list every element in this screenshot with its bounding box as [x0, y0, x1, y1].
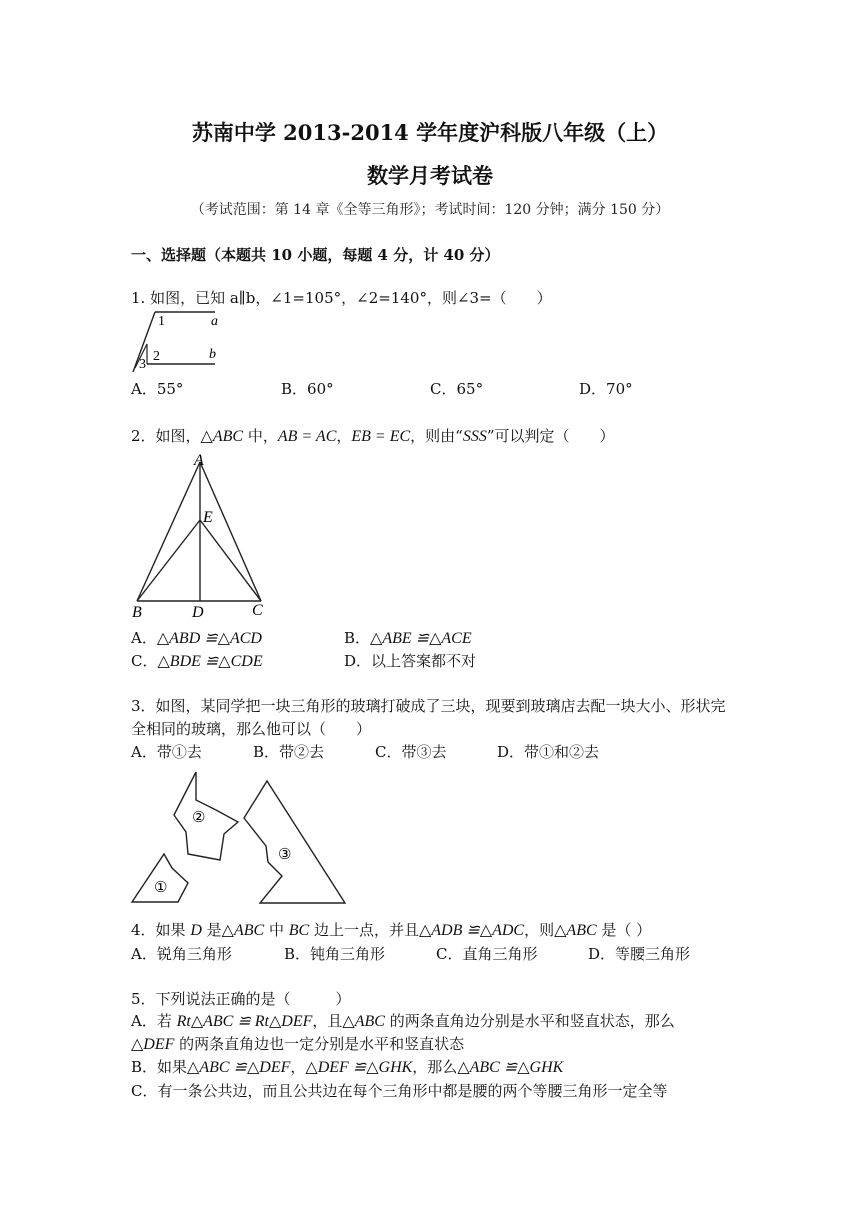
vertex-a-label: A — [194, 452, 204, 469]
question-3-line-1: 3．如图，某同学把一块三角形的玻璃打破成了三块，现要到玻璃店去配一块大小、形状完 — [131, 697, 726, 715]
q3-option-d: D．带①和②去 — [497, 743, 600, 761]
q2-option-c: C．△BDE ≌△CDE — [131, 652, 263, 670]
question-2-figure — [128, 448, 278, 623]
q3-option-c: C．带③去 — [375, 743, 447, 761]
q3-option-a: A．带①去 — [131, 743, 202, 761]
question-4-stem: 4．如果 D 是△ABC 中 BC 边上一点，并且△ADB ≌△ADC，则△ABC 是（ ） — [131, 921, 652, 939]
q5-option-a-line-2: △DEF 的两条直角边也一定分别是水平和竖直状态 — [131, 1035, 465, 1053]
q4-option-d: D．等腰三角形 — [588, 945, 691, 963]
q1-option-c: C．65° — [430, 380, 484, 398]
q1-option-b: B．60° — [281, 380, 334, 398]
question-5-stem: 5．下列说法正确的是（ ） — [131, 990, 351, 1008]
q4-option-c: C．直角三角形 — [436, 945, 538, 963]
page-subtitle: 数学月考试卷 — [367, 163, 493, 188]
piece-1-label: ① — [154, 880, 168, 896]
q4-option-b: B．钝角三角形 — [284, 945, 386, 963]
vertex-c-label: C — [252, 602, 263, 619]
angle-2-label: 2 — [153, 349, 160, 364]
q1-option-d: D．70° — [579, 380, 633, 398]
page-title: 苏南中学 2013-2014 学年度沪科版八年级（上） — [191, 120, 669, 145]
q2-option-b: B．△ABE ≌△ACE — [344, 629, 472, 647]
q5-option-b: B．如果△ABC ≌△DEF，△DEF ≌△GHK，那么△ABC ≌△GHK — [131, 1058, 564, 1076]
q3-option-b: B．带②去 — [253, 743, 325, 761]
line-a-label: a — [211, 314, 218, 329]
vertex-b-label: B — [132, 604, 142, 621]
q2-option-d: D．以上答案都不对 — [344, 652, 477, 670]
question-3-figure — [126, 770, 351, 910]
piece-2-label: ② — [192, 810, 206, 826]
piece-3-label: ③ — [278, 847, 292, 863]
q1-option-a: A．55° — [131, 380, 184, 398]
q5-option-c: C．有一条公共边，而且公共边在每个三角形中都是腰的两个等腰三角形一定全等 — [131, 1082, 668, 1100]
q4-option-a: A．锐角三角形 — [131, 945, 232, 963]
q2-option-a: A．△ABD ≌△ACD — [131, 629, 262, 647]
section-heading: 一、选择题（本题共 10 小题，每题 4 分，计 40 分） — [131, 246, 500, 264]
vertex-d-label: D — [192, 604, 204, 621]
q5-option-a-line-1: A．若 Rt△ABC ≌ Rt△DEF，且△ABC 的两条直角边分别是水平和竖直状态，那么 — [131, 1012, 675, 1030]
exam-info: （考试范围：第 14 章《全等三角形》；考试时间：120 分钟；满分 150 分） — [190, 202, 670, 218]
line-b-label: b — [209, 347, 216, 362]
question-1-stem: 1. 如图，已知 a∥b，∠1=105°，∠2=140°，则∠3=（ ） — [131, 289, 552, 307]
vertex-e-label: E — [203, 509, 213, 526]
question-2-stem: 2．如图，△ABC 中，AB = AC，EB = EC，则由“SSS”可以判定（ ） — [131, 427, 615, 445]
question-1-figure — [125, 308, 235, 374]
angle-1-label: 1 — [158, 314, 165, 329]
question-3-line-2: 全相同的玻璃，那么他可以（ ） — [131, 720, 372, 738]
angle-3-label: 3 — [139, 357, 146, 372]
